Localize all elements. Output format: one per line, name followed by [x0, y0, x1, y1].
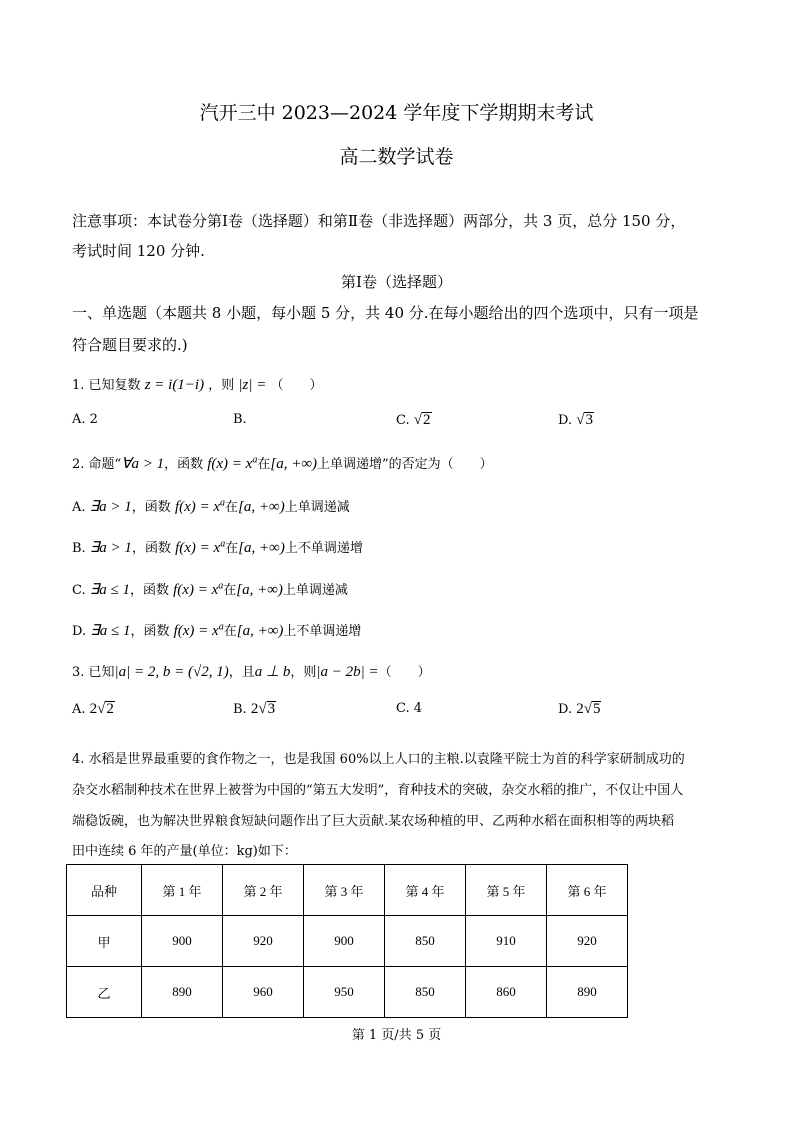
table-cell: 950	[304, 967, 385, 1018]
table-cell: 910	[466, 916, 547, 967]
q2-option-b-interval: [a, +∞)	[238, 540, 285, 556]
q2-option-c-quantifier: ∃a ≤ 1	[89, 582, 130, 598]
q1-option-c-label: C.	[396, 413, 410, 428]
table-cell: 920	[547, 916, 628, 967]
sqrt-symbol-icon: √	[413, 412, 422, 428]
table-header-cell: 第 1 年	[142, 865, 223, 916]
q2-option-b-label: B.	[72, 541, 86, 556]
exam-title: 汽开三中 2023—2024 学年度下学期期末考试	[199, 102, 594, 124]
q3-given-vectors: |a| = 2, b = (√2, 1)	[114, 664, 229, 680]
q2-option-d-interval: [a, +∞)	[236, 623, 284, 639]
table-cell: 甲	[67, 916, 142, 967]
q3-option-a-label: A.	[72, 702, 86, 717]
question-3-stem	[72, 661, 431, 681]
section-intro-line-1: 一、单选题（本题共 8 小题，每小题 5 分，共 40 分.在每小题给出的四个选项中，只有一项是	[72, 304, 699, 322]
sqrt-symbol-icon: √	[576, 412, 585, 428]
q1-option-a: A. 2	[72, 412, 98, 427]
q2-function: f(x) = x	[207, 456, 253, 472]
q2-option-d	[72, 620, 361, 640]
q2-option-d-tail: 上不单调递增	[283, 624, 362, 639]
table-cell: 乙	[67, 967, 142, 1018]
table-cell: 900	[142, 916, 223, 967]
q3-option-a-coef: 2	[89, 701, 98, 717]
q1-option-b: B.	[233, 412, 247, 427]
question-1-stem	[72, 374, 323, 394]
q2-option-b-mid: ，函数	[131, 541, 171, 556]
q2-option-d-quantifier: ∃a ≤ 1	[90, 623, 131, 639]
q2-forall: ∀a > 1	[121, 456, 165, 472]
q1-abs-z: |z| =	[238, 377, 267, 393]
table-cell: 900	[304, 916, 385, 967]
notice-line-1: 注意事项：本试卷分第Ⅰ卷（选择题）和第Ⅱ卷（非选择题）两部分，共 3 页，总分 150 分，	[72, 212, 686, 230]
q3-and: ，且	[228, 665, 255, 680]
table-cell: 890	[547, 967, 628, 1018]
q3-perpendicular: a ⊥ b	[254, 664, 291, 680]
q2-mid: ，函数	[164, 457, 204, 472]
q4-line-2: 杂交水稻制种技术在世界上被誉为中国的“第五大发明”，育种技术的突破，杂交水稻的推广，不仅让中国人	[72, 783, 684, 798]
q4-line-1: 4. 水稻是世界最重要的食作物之一，也是我国 60%以上人口的主粮.以袁隆平院士为首的科学家研制成功的	[72, 752, 685, 767]
q2-option-a-label: A.	[72, 500, 86, 515]
q2-option-b-at: 在	[225, 541, 239, 556]
q2-option-a-at: 在	[225, 500, 239, 515]
q1-option-d-value: 3	[585, 412, 593, 428]
q2-option-c-function: f(x) = x	[173, 582, 219, 598]
q1-blank: （ ）	[270, 378, 323, 393]
table-row	[67, 916, 628, 967]
table-cell: 850	[385, 967, 466, 1018]
q2-option-a-tail: 上单调递减	[284, 500, 350, 515]
table-cell: 850	[385, 916, 466, 967]
q3-option-d-label: D.	[558, 702, 573, 717]
q2-option-c-at: 在	[223, 583, 237, 598]
q2-option-c-interval: [a, +∞)	[236, 582, 283, 598]
q3-option-b	[233, 701, 276, 718]
q2-option-b-quantifier: ∃a > 1	[89, 540, 132, 556]
section-heading: 第Ⅰ卷（选择题）	[341, 273, 452, 291]
q3-option-b-label: B.	[233, 702, 247, 717]
q2-option-d-label: D.	[72, 624, 87, 639]
q3-option-d-radicand: 5	[592, 701, 601, 717]
q2-option-a	[72, 496, 350, 516]
notice-line-2: 考试时间 120 分钟.	[72, 242, 205, 260]
table-cell: 860	[466, 967, 547, 1018]
q2-option-a-exponent: a	[220, 497, 226, 509]
q2-option-c-label: C.	[72, 583, 86, 598]
q3-then: ，则	[290, 665, 317, 680]
q2-at: 在	[257, 457, 271, 472]
q3-option-d	[558, 701, 601, 718]
table-header-cell: 第 2 年	[223, 865, 304, 916]
q2-option-c-tail: 上单调递减	[282, 583, 348, 598]
q2-option-c-exponent: a	[218, 580, 224, 592]
page-footer: 第 1 页/共 5 页	[351, 1028, 442, 1043]
q2-option-d-function: f(x) = x	[173, 623, 219, 639]
question-2-stem	[72, 453, 493, 473]
q3-option-b-coef: 2	[250, 701, 259, 717]
table-header-cell: 第 4 年	[385, 865, 466, 916]
table-cell: 960	[223, 967, 304, 1018]
q2-option-c-mid: ，函数	[129, 583, 169, 598]
q2-exponent: a	[252, 454, 258, 466]
q1-connector: ，则	[208, 378, 235, 393]
table-header-cell: 第 5 年	[466, 865, 547, 916]
yield-table	[66, 864, 628, 1018]
q2-option-a-mid: ，函数	[131, 500, 171, 515]
table-cell: 890	[142, 967, 223, 1018]
q2-option-a-quantifier: ∃a > 1	[89, 499, 132, 515]
q4-line-4: 田中连续 6 年的产量(单位：kg)如下：	[72, 844, 297, 859]
q1-option-c	[396, 412, 432, 429]
q1-expression: z = i(1−i)	[144, 377, 205, 393]
q2-option-b-tail: 上不单调递增	[284, 541, 363, 556]
q3-expression: |a − 2b| =	[316, 664, 379, 680]
q2-option-b-exponent: a	[220, 538, 226, 550]
q1-prefix: 1. 已知复数	[72, 378, 141, 393]
q2-tail: 上单调递增”的否定为（ ）	[317, 457, 493, 472]
sqrt-symbol-icon: √	[583, 701, 592, 717]
q2-option-a-function: f(x) = x	[174, 499, 221, 515]
table-row	[67, 967, 628, 1018]
q2-option-b	[72, 537, 363, 557]
sqrt-symbol-icon: √	[258, 701, 267, 717]
q3-option-a-radicand: 2	[106, 701, 114, 717]
q2-option-b-function: f(x) = x	[175, 540, 221, 556]
q1-option-c-value: 2	[423, 412, 431, 428]
table-header-cell: 第 6 年	[547, 865, 628, 916]
q1-option-d	[558, 412, 594, 429]
q2-interval: [a, +∞)	[270, 456, 318, 472]
table-header-cell: 品种	[67, 865, 142, 916]
section-intro-line-2: 符合题目要求的.)	[72, 336, 188, 354]
q2-prefix: 2. 命题“	[72, 457, 122, 472]
q2-option-d-mid: ，函数	[130, 624, 170, 639]
q3-option-d-coef: 2	[576, 701, 584, 717]
q3-option-b-radicand: 3	[267, 701, 276, 717]
q3-option-a	[72, 701, 115, 718]
q2-option-c	[72, 579, 348, 599]
table-header-row	[67, 865, 628, 916]
q2-option-d-exponent: a	[218, 621, 224, 633]
table-cell: 920	[223, 916, 304, 967]
q2-option-a-interval: [a, +∞)	[238, 499, 285, 515]
table-header-cell: 第 3 年	[304, 865, 385, 916]
paper-subtitle: 高二数学试卷	[339, 146, 454, 168]
sqrt-symbol-icon: √	[97, 701, 106, 717]
q2-option-d-at: 在	[223, 624, 237, 639]
q3-blank: （ ）	[378, 665, 431, 680]
q4-line-3: 端稳饭碗，也为解决世界粮食短缺问题作出了巨大贡献.某农场种植的甲、乙两种水稻在面积相等的两块稻	[72, 814, 675, 829]
q1-option-d-label: D.	[558, 413, 573, 428]
q3-option-c: C. 4	[396, 701, 423, 716]
q3-prefix: 3. 已知	[72, 665, 115, 680]
